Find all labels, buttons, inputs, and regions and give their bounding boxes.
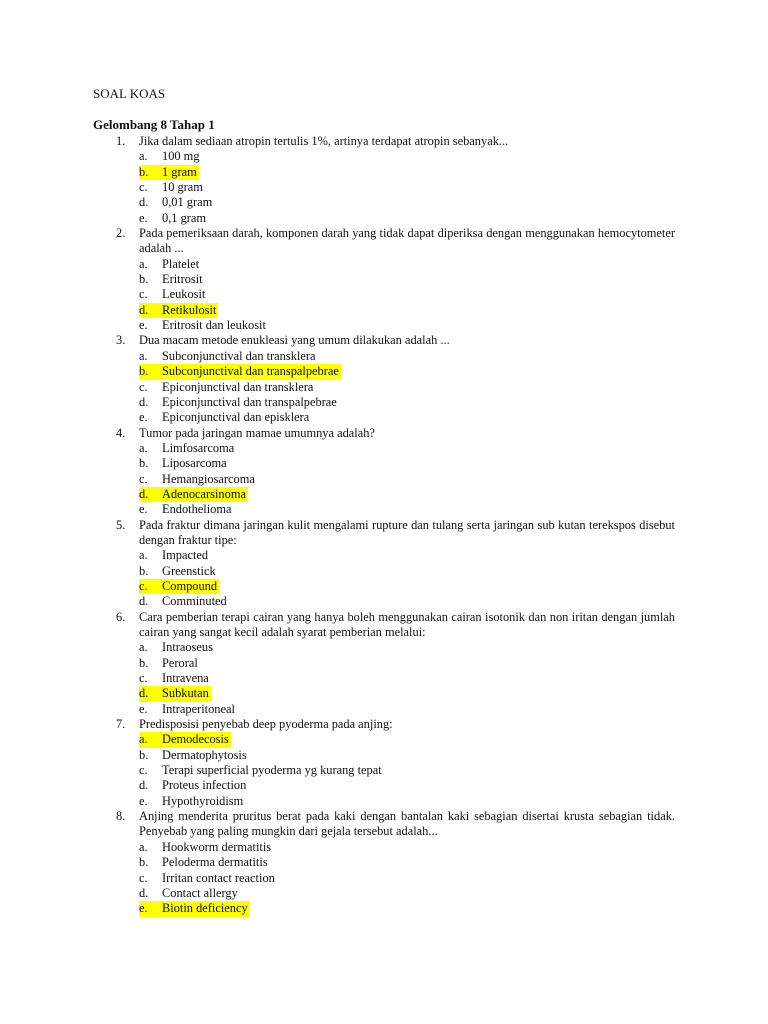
option-letter: e. xyxy=(139,410,148,425)
option-text: Intraoseus xyxy=(162,640,213,655)
option-content xyxy=(139,732,231,747)
option-letter: e. xyxy=(139,210,148,225)
option-letter: c. xyxy=(139,578,148,593)
option-content xyxy=(139,502,234,517)
option-item xyxy=(139,763,675,778)
option-item xyxy=(139,441,675,456)
option-content xyxy=(139,548,210,563)
option-letter: b. xyxy=(139,364,149,379)
option-content xyxy=(139,165,199,180)
option-letter: a. xyxy=(139,348,148,363)
option-letter: b. xyxy=(139,655,149,670)
option-content xyxy=(139,349,317,364)
question-item xyxy=(93,717,675,809)
option-letter: c. xyxy=(139,471,148,486)
option-item xyxy=(139,395,675,410)
option-letter: b. xyxy=(139,456,149,471)
option-content xyxy=(139,395,339,410)
option-item-highlighted xyxy=(139,487,675,502)
option-item xyxy=(139,502,675,517)
option-list xyxy=(93,732,675,809)
option-list xyxy=(93,257,675,334)
question-number: 5. xyxy=(116,517,126,532)
option-item-highlighted xyxy=(139,901,675,916)
question-number: 6. xyxy=(116,609,126,624)
option-text: Hookworm dermatitis xyxy=(162,839,272,854)
option-content xyxy=(139,702,237,717)
option-text: Retikulosit xyxy=(162,302,217,317)
option-text: Compound xyxy=(162,578,218,593)
option-item-highlighted xyxy=(139,686,675,701)
option-item xyxy=(139,211,675,226)
option-text: Dermatophytosis xyxy=(162,747,247,762)
option-content xyxy=(139,748,249,763)
option-item xyxy=(139,794,675,809)
option-letter: d. xyxy=(139,394,149,409)
option-letter: a. xyxy=(139,548,148,563)
option-item xyxy=(139,180,675,195)
option-item xyxy=(139,871,675,886)
option-content xyxy=(139,871,277,886)
option-item xyxy=(139,855,675,870)
question-number: 4. xyxy=(116,425,126,440)
question-item xyxy=(93,426,675,518)
option-letter: a. xyxy=(139,256,148,271)
option-letter: b. xyxy=(139,272,149,287)
option-text: Proteus infection xyxy=(162,778,247,793)
question-number: 1. xyxy=(116,134,126,148)
option-content xyxy=(139,364,341,379)
option-item-highlighted xyxy=(139,364,675,379)
option-content xyxy=(139,579,219,594)
option-letter: a. xyxy=(139,440,148,455)
question-text: Predisposisi penyebab deep pyoderma pada anjing: xyxy=(139,717,393,732)
option-list xyxy=(93,441,675,518)
option-letter: a. xyxy=(139,149,148,164)
option-letter: e. xyxy=(139,901,148,916)
option-content xyxy=(139,594,229,609)
option-text: Peloderma dermatitis xyxy=(162,855,268,870)
option-text: Comminuted xyxy=(162,594,227,609)
option-content xyxy=(139,886,240,901)
option-item-highlighted xyxy=(139,165,675,180)
option-content xyxy=(139,180,205,195)
option-content xyxy=(139,564,218,579)
option-content xyxy=(139,441,236,456)
option-list xyxy=(93,548,675,609)
option-letter: e. xyxy=(139,701,148,716)
option-list xyxy=(93,840,675,917)
option-letter: d. xyxy=(139,302,149,317)
option-letter: d. xyxy=(139,594,149,609)
option-content xyxy=(139,640,215,655)
option-letter: c. xyxy=(139,287,148,302)
option-text: Epiconjunctival dan transpalpebrae xyxy=(162,394,337,409)
option-item xyxy=(139,886,675,901)
option-item-highlighted xyxy=(139,579,675,594)
option-letter: c. xyxy=(139,671,148,686)
option-text: Subconjunctival dan transklera xyxy=(162,348,316,363)
option-item xyxy=(139,594,675,609)
question-text: Cara pemberian terapi cairan yang hanya boleh menggunakan cairan isotonik dan non iritan dengan jumlah cairan yang sangat kecil adalah syarat pemberian melalui: xyxy=(139,609,675,639)
option-text: 1 gram xyxy=(162,164,197,179)
option-letter: b. xyxy=(139,563,149,578)
option-text: Eritrosit dan leukosit xyxy=(162,318,266,333)
option-text: Limfosarcoma xyxy=(162,440,235,455)
question-item xyxy=(93,333,675,425)
option-text: Irritan contact reaction xyxy=(162,870,275,885)
question-text: Jika dalam sediaan atropin tertulis 1%, artinya terdapat atropin sebanyak... xyxy=(139,134,509,148)
option-item xyxy=(139,702,675,717)
option-item xyxy=(139,149,675,164)
question-item xyxy=(93,226,675,333)
option-text: Impacted xyxy=(162,548,209,563)
option-item xyxy=(139,272,675,287)
question-number: 7. xyxy=(116,717,126,732)
option-item xyxy=(139,548,675,563)
option-list xyxy=(93,349,675,426)
question-item xyxy=(93,134,675,226)
option-text: Platelet xyxy=(162,256,200,271)
option-text: Eritrosit xyxy=(162,272,203,287)
option-letter: a. xyxy=(139,732,148,747)
option-content xyxy=(139,855,270,870)
option-content xyxy=(139,287,207,302)
option-letter: b. xyxy=(139,747,149,762)
option-text: Subkutan xyxy=(162,686,209,701)
question-number: 3. xyxy=(116,333,126,348)
question-item xyxy=(93,809,675,916)
option-item xyxy=(139,748,675,763)
option-content xyxy=(139,195,214,210)
option-letter: d. xyxy=(139,195,149,210)
option-text: Contact allergy xyxy=(162,885,238,900)
option-letter: e. xyxy=(139,318,148,333)
option-content xyxy=(139,840,273,855)
option-letter: a. xyxy=(139,640,148,655)
option-text: Terapi superficial pyoderma yg kurang tepat xyxy=(162,763,382,778)
option-text: Epiconjunctival dan transklera xyxy=(162,379,314,394)
option-text: Adenocarsinoma xyxy=(162,486,246,501)
option-content xyxy=(139,686,211,701)
option-text: Hypothyroidism xyxy=(162,793,244,808)
option-item xyxy=(139,349,675,364)
option-content xyxy=(139,487,248,502)
question-item xyxy=(93,610,675,717)
option-text: 10 gram xyxy=(162,180,203,195)
option-item-highlighted xyxy=(139,303,675,318)
question-number: 8. xyxy=(116,809,126,824)
option-text: Endothelioma xyxy=(162,502,232,517)
option-letter: e. xyxy=(139,502,148,517)
option-text: Intraperitoneal xyxy=(162,701,235,716)
question-text: Dua macam metode enukleasi yang umum dilakukan adalah ... xyxy=(139,333,450,348)
option-text: Greenstick xyxy=(162,563,216,578)
option-letter: d. xyxy=(139,778,149,793)
option-letter: c. xyxy=(139,379,148,394)
option-content xyxy=(139,901,250,916)
option-content xyxy=(139,149,202,164)
question-list xyxy=(93,134,675,917)
option-item xyxy=(139,257,675,272)
option-letter: b. xyxy=(139,164,149,179)
option-item xyxy=(139,456,675,471)
option-content xyxy=(139,410,311,425)
option-content xyxy=(139,763,384,778)
option-text: Hemangiosarcoma xyxy=(162,471,255,486)
option-text: 100 mg xyxy=(162,149,200,164)
option-letter: e. xyxy=(139,793,148,808)
option-letter: c. xyxy=(139,870,148,885)
option-content xyxy=(139,656,200,671)
option-content xyxy=(139,778,248,793)
option-item xyxy=(139,318,675,333)
option-letter: b. xyxy=(139,855,149,870)
option-item xyxy=(139,656,675,671)
question-item xyxy=(93,518,675,610)
option-item xyxy=(139,840,675,855)
option-content xyxy=(139,303,218,318)
option-item xyxy=(139,380,675,395)
option-item xyxy=(139,472,675,487)
option-text: Liposarcoma xyxy=(162,456,227,471)
option-content xyxy=(139,318,268,333)
option-letter: c. xyxy=(139,763,148,778)
question-text: Pada fraktur dimana jaringan kulit mengalami rupture dan tulang serta jaringan sub kutan terekspos disebut dengan fraktur tipe: xyxy=(139,517,675,547)
option-content xyxy=(139,671,211,686)
option-content xyxy=(139,794,245,809)
option-text: Peroral xyxy=(162,655,198,670)
option-letter: d. xyxy=(139,486,149,501)
question-text: Pada pemeriksaan darah, komponen darah yang tidak dapat diperiksa dengan menggunakan hemocytometer adalah ... xyxy=(139,226,675,256)
option-item xyxy=(139,287,675,302)
option-letter: d. xyxy=(139,686,149,701)
section-heading: Gelombang 8 Tahap 1 xyxy=(93,117,215,132)
question-text: Tumor pada jaringan mamae umumnya adalah? xyxy=(139,425,375,440)
option-text: Leukosit xyxy=(162,287,206,302)
option-letter: c. xyxy=(139,180,148,195)
option-text: Epiconjunctival dan episklera xyxy=(162,410,310,425)
option-content xyxy=(139,472,257,487)
question-number: 2. xyxy=(116,226,126,241)
option-text: Demodecosis xyxy=(162,732,229,747)
option-text: Subconjunctival dan transpalpebrae xyxy=(162,364,339,379)
option-letter: a. xyxy=(139,839,148,854)
option-list xyxy=(93,640,675,717)
option-item xyxy=(139,195,675,210)
option-item xyxy=(139,410,675,425)
option-item xyxy=(139,778,675,793)
option-item xyxy=(139,640,675,655)
option-text: Intravena xyxy=(162,671,209,686)
option-content xyxy=(139,272,205,287)
option-letter: d. xyxy=(139,885,149,900)
option-content xyxy=(139,380,315,395)
option-content xyxy=(139,257,201,272)
option-item xyxy=(139,564,675,579)
question-text: Anjing menderita pruritus berat pada kaki dengan bantalan kaki sebagian disertai krusta sebagian tidak. Penyebab yang paling mungkin dari gejala tersebut adalah... xyxy=(139,809,675,839)
option-list xyxy=(93,149,675,226)
document-title: SOAL KOAS xyxy=(93,86,166,101)
option-content xyxy=(139,456,229,471)
option-item-highlighted xyxy=(139,732,675,747)
option-text: 0,1 gram xyxy=(162,210,207,225)
option-content xyxy=(139,211,208,226)
option-text: 0,01 gram xyxy=(162,195,213,210)
option-item xyxy=(139,671,675,686)
option-text: Biotin deficiency xyxy=(162,901,248,916)
